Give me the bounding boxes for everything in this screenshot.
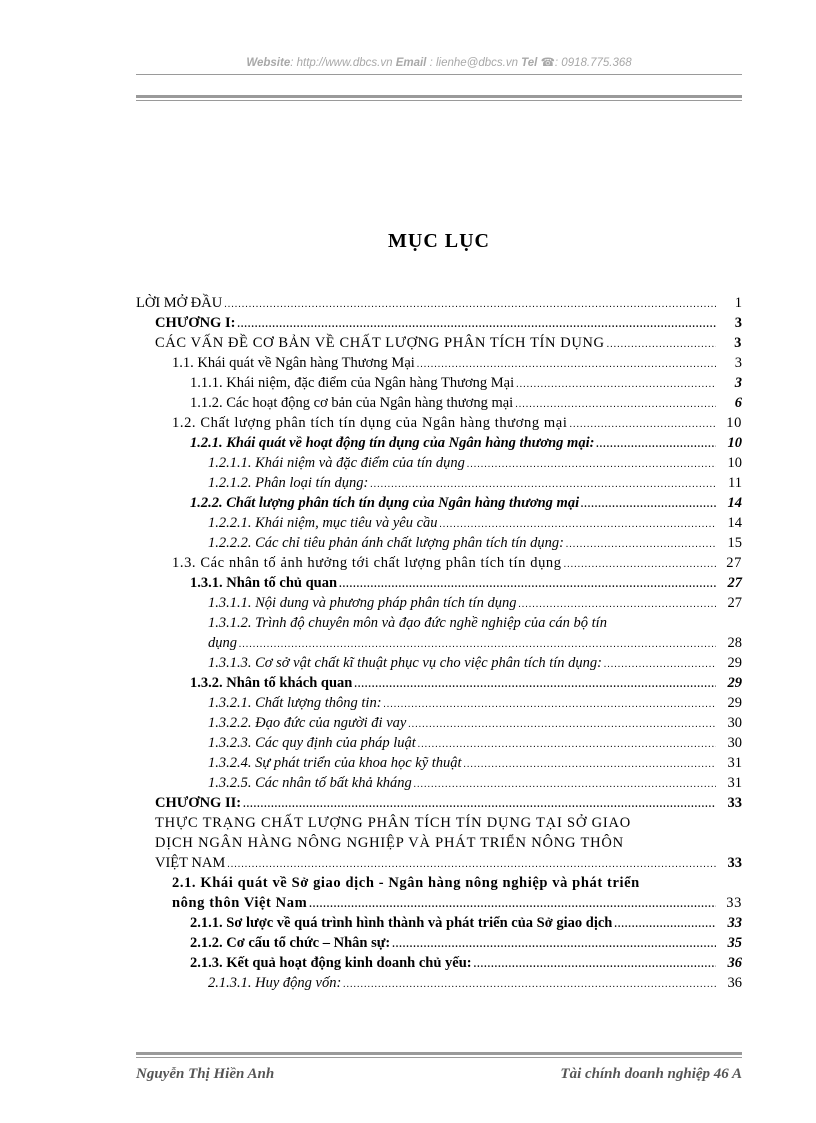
toc-entry[interactable]: CHƯƠNG II: ..... 33 — [155, 793, 742, 815]
toc-entry-line1: 2.1. Khái quát về Sở giao dịch - Ngân hàng nông nghiệp và phát triển — [172, 875, 640, 891]
header-divider-thin — [136, 74, 742, 75]
toc-entry[interactable]: 1.3.2.3. Các quy định của pháp luật ..... 30 — [208, 733, 742, 755]
toc-entry[interactable]: 1.3. Các nhân tố ảnh hưởng tới chất lượng phân tích tín dụng ..... 27 — [172, 553, 742, 575]
email-value: : lienhe@dbcs.vn — [429, 57, 518, 69]
email-label: Email — [395, 57, 427, 69]
toc-entry[interactable]: 1.1.1. Khái niệm, đặc điểm của Ngân hàng Thương Mại ..... 3 — [190, 373, 742, 395]
toc-entry[interactable]: 2.1.3.1. Huy động vốn: ..... 36 — [208, 973, 742, 995]
toc-entry[interactable]: 1.3.2.2. Đạo đức của người đi vay ..... 30 — [208, 713, 742, 735]
toc-entry[interactable]: 1.1. Khái quát về Ngân hàng Thương Mại ..... 3 — [172, 353, 742, 375]
toc-entry[interactable]: 1.3.2.4. Sự phát triển của khoa học kỹ thuật ..... 31 — [208, 753, 742, 775]
toc-entry[interactable]: 1.2.2. Chất lượng phân tích tín dụng của Ngân hàng thương mại ..... 14 — [190, 493, 742, 515]
toc-entry[interactable]: 1.3.1.3. Cơ sở vật chất kĩ thuật phục vụ cho việc phân tích tín dụng: ..... 29 — [208, 653, 742, 675]
toc-entry[interactable]: VIỆT NAM ..... 33 — [155, 853, 742, 875]
toc-entry[interactable]: 1.2.1. Khái quát về hoạt động tín dụng của Ngân hàng thương mại: ..... 10 — [190, 433, 742, 455]
toc-entry[interactable]: 2.1.1. Sơ lược về quá trình hình thành và phát triển của Sở giao dịch ..... 33 — [190, 913, 742, 935]
toc-entry[interactable]: dụng ..... 28 — [208, 633, 742, 655]
website-value: : http://www.dbcs.vn — [290, 57, 393, 69]
toc-entry-line2: DỊCH NGÂN HÀNG NÔNG NGHIỆP VÀ PHÁT TRIỂN NÔNG THÔN — [155, 835, 624, 851]
phone-icon: ☎ — [540, 57, 555, 69]
toc-entry[interactable]: 1.2.1.1. Khái niệm và đặc điểm của tín dụng ..... 10 — [208, 453, 742, 475]
footer-author: Nguyễn Thị Hiền Anh — [136, 1066, 275, 1082]
toc-entry[interactable]: 2.1.3. Kết quả hoạt động kinh doanh chủ yếu: ..... 36 — [190, 953, 742, 975]
toc-entry[interactable]: 1.2.1.2. Phân loại tín dụng: ..... 11 — [208, 473, 742, 495]
toc-entry[interactable]: CHƯƠNG I: ..... 3 — [155, 313, 742, 335]
toc-entry[interactable]: 1.3.1. Nhân tố chủ quan ..... 27 — [190, 573, 742, 595]
toc-entry[interactable]: 1.3.2.5. Các nhân tố bất khả kháng ..... 31 — [208, 773, 742, 795]
toc-entry[interactable]: CÁC VẤN ĐỀ CƠ BẢN VỀ CHẤT LƯỢNG PHÂN TÍCH TÍN DỤNG ..... 3 — [155, 333, 742, 355]
toc-entry[interactable]: 1.2.2.1. Khái niệm, mục tiêu và yêu cầu ..... 14 — [208, 513, 742, 535]
page-header — [136, 55, 742, 69]
toc-entry[interactable]: 1.2. Chất lượng phân tích tín dụng của Ngân hàng thương mại ..... 10 — [172, 413, 742, 435]
website-label: Website — [246, 57, 291, 69]
footer-divider-thin — [136, 1057, 742, 1058]
toc-entry[interactable]: 1.3.2. Nhân tố khách quan ..... 29 — [190, 673, 742, 695]
page-title: MỤC LỤC — [388, 230, 490, 252]
toc-entry[interactable]: 1.1.2. Các hoạt động cơ bản của Ngân hàng thương mại ..... 6 — [190, 393, 742, 415]
toc-entry[interactable]: 1.3.2.1. Chất lượng thông tin: ..... 29 — [208, 693, 742, 715]
header-divider-thick — [136, 95, 742, 98]
toc-entry-line1: 1.3.1.2. Trình độ chuyên môn và đạo đức nghề nghiệp của cán bộ tín — [208, 615, 607, 631]
footer-class: Tài chính doanh nghiệp 46 A — [560, 1066, 742, 1082]
toc-entry[interactable]: 1.2.2.2. Các chỉ tiêu phản ánh chất lượng phân tích tín dụng: ..... 15 — [208, 533, 742, 555]
toc-entry[interactable]: 2.1.2. Cơ cấu tổ chức – Nhân sự: ..... 35 — [190, 933, 742, 955]
toc-entry[interactable]: nông thôn Việt Nam ..... 33 — [172, 893, 742, 915]
toc-entry[interactable]: 1.3.1.1. Nội dung và phương pháp phân tích tín dụng ..... 27 — [208, 593, 742, 615]
header-divider-bottom — [136, 100, 742, 101]
footer-divider-thick — [136, 1052, 742, 1055]
toc-entry[interactable]: LỜI MỞ ĐẦU ..... 1 — [136, 293, 742, 315]
tel-label: Tel — [521, 57, 538, 69]
toc-entry-line1: THỰC TRẠNG CHẤT LƯỢNG PHÂN TÍCH TÍN DỤNG TẠI SỞ GIAO — [155, 815, 632, 831]
tel-value: : 0918.775.368 — [554, 57, 632, 69]
